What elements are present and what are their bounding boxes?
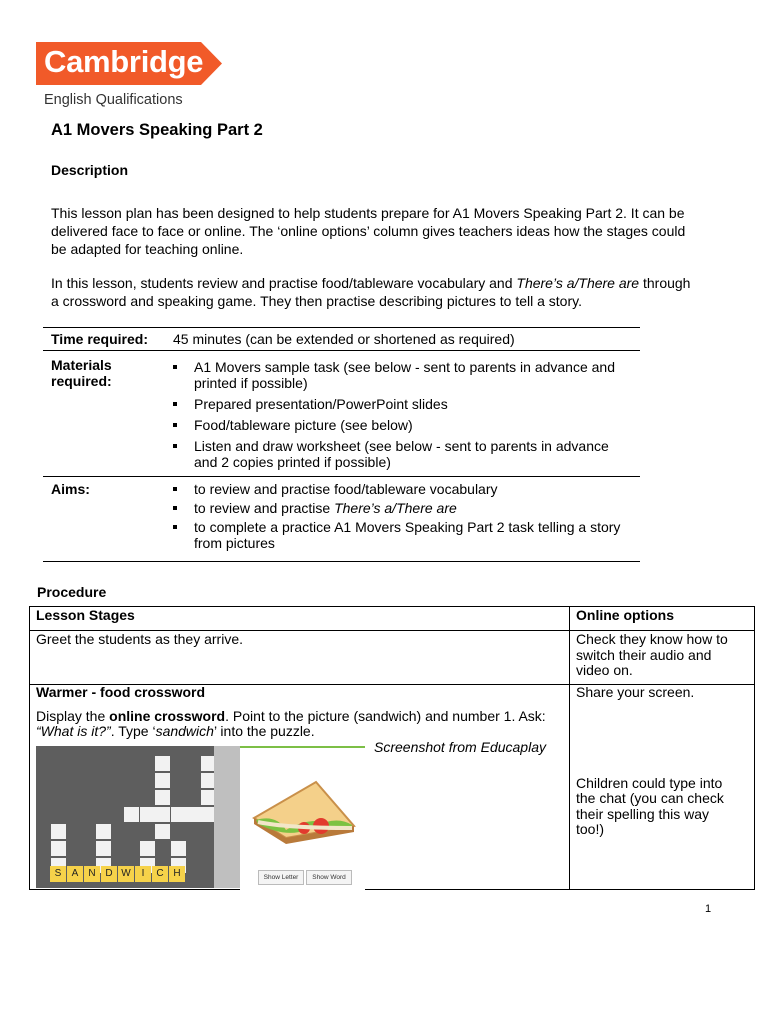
table-rule bbox=[43, 561, 640, 562]
materials-list bbox=[173, 359, 633, 470]
crossword-cell bbox=[155, 807, 170, 822]
column-header-online: Online options bbox=[570, 607, 755, 631]
crossword-cell bbox=[140, 807, 155, 822]
table-rule bbox=[43, 476, 640, 477]
page-title: A1 Movers Speaking Part 2 bbox=[51, 121, 263, 139]
crossword-letter: W bbox=[118, 866, 134, 882]
crossword-cell bbox=[140, 841, 155, 856]
list-item: to review and practise food/tableware vocabulary bbox=[173, 481, 633, 497]
crossword-picture-panel bbox=[240, 746, 365, 890]
crossword-letter: N bbox=[84, 866, 100, 882]
column-header-stages: Lesson Stages bbox=[30, 607, 570, 631]
crossword-cell bbox=[155, 756, 170, 771]
crossword-cell bbox=[201, 807, 214, 822]
crossword-cell bbox=[155, 824, 170, 839]
online-greet: Check they know how to switch their audio and video on. bbox=[570, 631, 755, 685]
time-label: Time required: bbox=[51, 331, 148, 347]
list-item: A1 Movers sample task (see below - sent to parents in advance and printed if possible) bbox=[173, 359, 633, 391]
crossword-cell bbox=[155, 790, 170, 805]
description-heading: Description bbox=[51, 162, 129, 178]
list-item: to review and practise There’s a/There are bbox=[173, 500, 633, 516]
crossword-letter: H bbox=[169, 866, 185, 882]
description-paragraph-2: In this lesson, students review and practise food/tableware vocabulary and There’s a/There are through a crossword and speaking game. They then practise describing pictures to tell a story. bbox=[51, 275, 691, 309]
crossword-cell bbox=[201, 773, 214, 788]
crossword-cell bbox=[201, 756, 214, 771]
show-word-button[interactable]: Show Word bbox=[306, 870, 352, 885]
screenshot-caption: Screenshot from Educaplay bbox=[374, 738, 546, 755]
crossword-letter: D bbox=[101, 866, 117, 882]
crossword-cell bbox=[96, 824, 111, 839]
table-rule bbox=[43, 327, 640, 328]
warmer-title: Warmer - food crossword bbox=[36, 684, 206, 700]
stage-greet: Greet the students as they arrive. bbox=[30, 631, 570, 685]
crossword-cell bbox=[155, 773, 170, 788]
sandwich-icon bbox=[246, 778, 358, 848]
crossword-letter: S bbox=[50, 866, 66, 882]
crossword-letter: A bbox=[67, 866, 83, 882]
time-value: 45 minutes (can be extended or shortened as required) bbox=[173, 331, 515, 347]
list-item: Listen and draw worksheet (see below - sent to parents in advance and 2 copies printed if possible) bbox=[173, 438, 633, 470]
procedure-heading: Procedure bbox=[37, 584, 107, 600]
crossword-grid bbox=[36, 746, 214, 888]
crossword-cell bbox=[124, 807, 139, 822]
crossword-letter: I bbox=[135, 866, 151, 882]
list-item: Food/tableware picture (see below) bbox=[173, 417, 633, 433]
aims-label: Aims: bbox=[51, 481, 90, 497]
crossword-cell bbox=[171, 841, 186, 856]
online-warmer bbox=[570, 685, 755, 890]
crossword-cell bbox=[51, 824, 66, 839]
online-chat-tip: Children could type into the chat (you can check their spelling this way too!) bbox=[576, 774, 724, 837]
warmer-instructions: Display the online crossword. Point to the picture (sandwich) and number 1. Ask: “What is it?”. Type ‘sandwich’ into the puzzle. bbox=[36, 707, 546, 739]
crossword-cell bbox=[201, 790, 214, 805]
aims-list bbox=[173, 481, 633, 551]
page-number: 1 bbox=[705, 903, 712, 915]
crossword-divider bbox=[214, 746, 240, 888]
show-letter-button[interactable]: Show Letter bbox=[258, 870, 304, 885]
materials-label: Materials required: bbox=[51, 357, 112, 389]
table-rule bbox=[43, 350, 640, 351]
list-item: Prepared presentation/PowerPoint slides bbox=[173, 396, 633, 412]
list-item: to complete a practice A1 Movers Speaking Part 2 task telling a story from pictures bbox=[173, 519, 633, 551]
crossword-letter: C bbox=[152, 866, 168, 882]
crossword-cell bbox=[171, 807, 186, 822]
crossword-cell bbox=[96, 841, 111, 856]
crossword-cell bbox=[186, 807, 201, 822]
online-share-screen: Share your screen. bbox=[576, 684, 695, 700]
logo-wordmark: Cambridge bbox=[44, 44, 204, 79]
logo-subtitle: English Qualifications bbox=[44, 92, 183, 108]
crossword-cell bbox=[51, 841, 66, 856]
description-paragraph-1: This lesson plan has been designed to help students prepare for A1 Movers Speaking Part 2. It can be delivered face to face or online. The ‘online options’ column gives teachers ideas how the stages could be adapted for teaching online. bbox=[51, 205, 686, 257]
